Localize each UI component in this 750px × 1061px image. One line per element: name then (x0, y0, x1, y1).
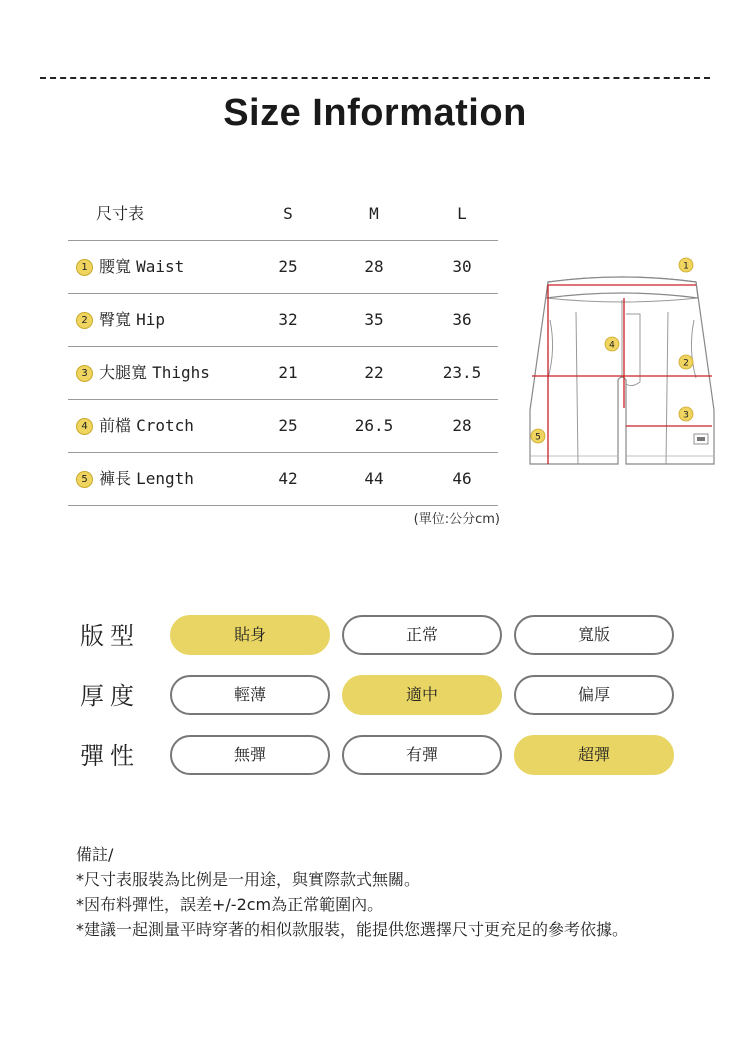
value-m: 44 (364, 469, 384, 488)
value-s: 21 (278, 363, 298, 382)
note-item: *建議一起測量平時穿著的相似款服裝，能提供您選擇尺寸更充足的參考依據。 (76, 920, 629, 939)
value-m: 22 (364, 363, 384, 382)
unit-note: (單位:公分cm) (413, 512, 500, 527)
fit-label-cut: 版型 (80, 622, 140, 650)
value-l: 30 (452, 257, 472, 276)
option-medium: 適中 (342, 675, 502, 715)
size-table-title: 尺寸表 (96, 204, 145, 223)
size-table (68, 188, 498, 506)
table-row (68, 453, 498, 506)
option-slim: 貼身 (170, 615, 330, 655)
table-row (68, 400, 498, 453)
option-stretch: 有彈 (342, 735, 502, 775)
measure-label (76, 453, 194, 505)
table-row (68, 294, 498, 347)
number-badge: 5 (76, 471, 93, 488)
fit-label-thickness: 厚度 (80, 682, 140, 710)
dashed-divider (40, 77, 710, 79)
value-m: 35 (364, 310, 384, 329)
option-super-stretch: 超彈 (514, 735, 674, 775)
size-header-s: S (283, 204, 293, 223)
measure-label (76, 294, 165, 346)
option-regular: 正常 (342, 615, 502, 655)
number-badge: 4 (76, 418, 93, 435)
value-l: 28 (452, 416, 472, 435)
option-thick: 偏厚 (514, 675, 674, 715)
value-m: 28 (364, 257, 384, 276)
notes-section (76, 842, 716, 942)
number-badge: 1 (76, 259, 93, 276)
measure-name-en: Thighs (152, 363, 210, 382)
number-badge: 3 (76, 365, 93, 382)
notes-title: 備註/ (76, 845, 114, 864)
marker-1: 1 (683, 261, 689, 272)
option-wide: 寬版 (514, 615, 674, 655)
value-m: 26.5 (354, 416, 394, 435)
marker-5: 5 (535, 432, 541, 443)
measure-name-zh: 腰寬 (99, 257, 132, 276)
measure-name-zh: 前檔 (99, 416, 132, 435)
table-row (68, 347, 498, 400)
value-l: 23.5 (442, 363, 482, 382)
value-s: 25 (278, 257, 298, 276)
option-no-stretch: 無彈 (170, 735, 330, 775)
measure-name-en: Length (136, 469, 194, 488)
size-table-header (68, 188, 498, 241)
measure-label (76, 347, 210, 399)
measure-name-zh: 大腿寬 (99, 363, 148, 382)
value-l: 36 (452, 310, 472, 329)
marker-3: 3 (683, 410, 689, 421)
measure-name-en: Waist (136, 257, 185, 276)
shorts-diagram-icon (522, 250, 722, 480)
measure-name-zh: 褲長 (99, 469, 132, 488)
value-l: 46 (452, 469, 472, 488)
fit-label-elasticity: 彈性 (80, 742, 140, 770)
measure-label (76, 241, 184, 293)
measure-name-zh: 臀寬 (99, 310, 132, 329)
marker-2: 2 (683, 358, 689, 369)
value-s: 25 (278, 416, 298, 435)
size-header-m: M (369, 204, 379, 223)
table-row (68, 241, 498, 294)
note-item: *因布料彈性，誤差+/-2cm為正常範圍內。 (76, 895, 384, 914)
marker-4: 4 (609, 340, 615, 351)
value-s: 32 (278, 310, 298, 329)
page-title: Size Information (223, 92, 527, 134)
option-thin: 輕薄 (170, 675, 330, 715)
measure-label (76, 400, 194, 452)
measure-name-en: Crotch (136, 416, 194, 435)
size-header-l: L (457, 204, 467, 223)
value-s: 42 (278, 469, 298, 488)
number-badge: 2 (76, 312, 93, 329)
measure-name-en: Hip (136, 310, 166, 329)
note-item: *尺寸表服裝為比例是一用途，與實際款式無關。 (76, 870, 421, 889)
